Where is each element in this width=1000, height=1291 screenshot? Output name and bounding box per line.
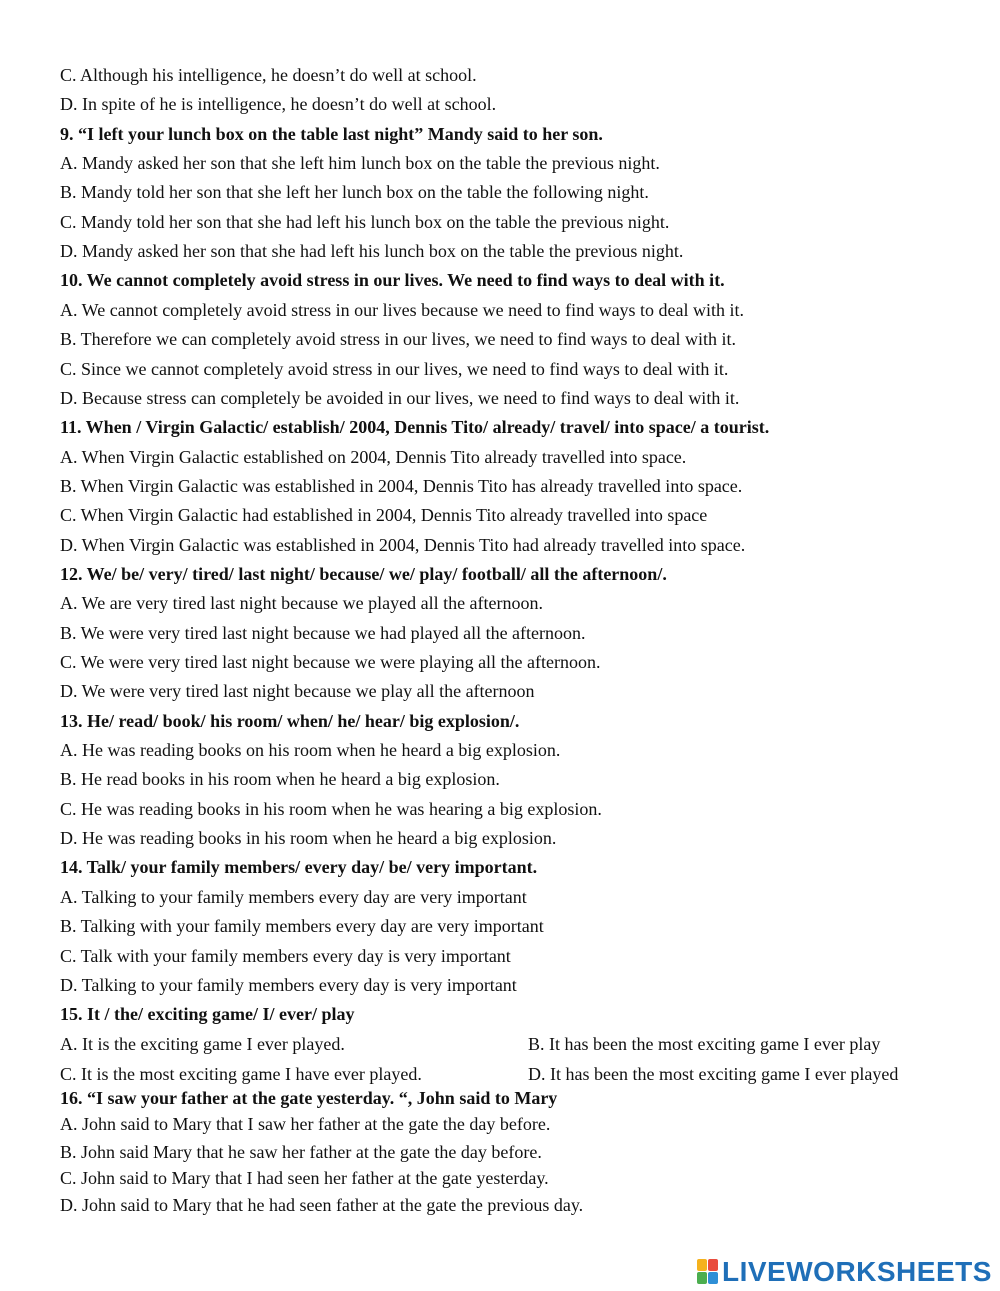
answer-option: A. We are very tired last night because we played all the afternoon. — [60, 593, 544, 613]
liveworksheets-logo-text: LIVEWORKSHEETS — [722, 1256, 992, 1287]
answer-option: C. Talk with your family members every day is very important — [60, 946, 511, 966]
answer-option: D. Talking to your family members every day is very important — [60, 975, 517, 995]
q15-option-b: B. It has been the most exciting game I ever play — [528, 1034, 881, 1054]
answer-option: D. He was reading books in his room when he heard a big explosion. — [60, 828, 557, 848]
answer-option: D. In spite of he is intelligence, he doesn’t do well at school. — [60, 94, 497, 114]
q16-option-b: B. John said Mary that he saw her father at the gate the day before. — [60, 1142, 542, 1162]
answer-option: D. Because stress can completely be avoided in our lives, we need to find ways to deal with it. — [60, 388, 740, 408]
q16-question: 16. “I saw your father at the gate yesterday. “, John said to Mary — [60, 1088, 558, 1108]
answer-option: A. Mandy asked her son that she left him lunch box on the table the previous night. — [60, 153, 660, 173]
answer-option: A. We cannot completely avoid stress in our lives because we need to find ways to deal with it. — [60, 300, 745, 320]
q15-option-d: D. It has been the most exciting game I ever played — [528, 1064, 899, 1084]
answer-option: B. We were very tired last night because we had played all the afternoon. — [60, 623, 586, 643]
question-stem: 10. We cannot completely avoid stress in our lives. We need to find ways to deal with it. — [60, 270, 725, 290]
answer-option: C. Since we cannot completely avoid stress in our lives, we need to find ways to deal with it. — [60, 359, 729, 379]
answer-option: A. He was reading books on his room when he heard a big explosion. — [60, 740, 561, 760]
q16-option-c: C. John said to Mary that I had seen her father at the gate yesterday. — [60, 1168, 549, 1188]
answer-option: B. Talking with your family members every day are very important — [60, 916, 544, 936]
answer-option: B. When Virgin Galactic was established in 2004, Dennis Tito has already travelled into space. — [60, 476, 743, 496]
question-stem: 14. Talk/ your family members/ every day/ be/ very important. — [60, 857, 538, 877]
question-stem: 9. “I left your lunch box on the table last night” Mandy said to her son. — [60, 124, 603, 144]
answer-option: D. Mandy asked her son that she had left his lunch box on the table the previous night. — [60, 241, 684, 261]
answer-option: A. Talking to your family members every day are very important — [60, 887, 527, 907]
answer-option: C. Mandy told her son that she had left his lunch box on the table the previous night. — [60, 212, 670, 232]
question-stem: 15. It / the/ exciting game/ I/ ever/ play — [60, 1004, 355, 1024]
q16-option-a: A. John said to Mary that I saw her father at the gate the day before. — [60, 1114, 551, 1134]
answer-option: A. When Virgin Galactic established on 2004, Dennis Tito already travelled into space. — [60, 447, 687, 467]
question-stem: 11. When / Virgin Galactic/ establish/ 2004, Dennis Tito/ already/ travel/ into space/ a tourist. — [60, 417, 770, 437]
answer-option: D. We were very tired last night because we play all the afternoon — [60, 681, 535, 701]
liveworksheets-logo — [697, 1257, 992, 1287]
answer-option: C. We were very tired last night because we were playing all the afternoon. — [60, 652, 601, 672]
q15-option-c: C. It is the most exciting game I have ever played. — [60, 1064, 422, 1084]
answer-option: D. When Virgin Galactic was established in 2004, Dennis Tito had already travelled into space. — [60, 535, 746, 555]
liveworksheets-logo-icon — [697, 1259, 719, 1285]
q15-option-a: A. It is the exciting game I ever played. — [60, 1034, 345, 1054]
answer-option: C. He was reading books in his room when he was hearing a big explosion. — [60, 799, 602, 819]
answer-option: C. When Virgin Galactic had established in 2004, Dennis Tito already travelled into space — [60, 505, 708, 525]
answer-option: B. He read books in his room when he heard a big explosion. — [60, 769, 500, 789]
answer-option: C. Although his intelligence, he doesn’t do well at school. — [60, 65, 477, 85]
question-stem: 12. We/ be/ very/ tired/ last night/ because/ we/ play/ football/ all the afternoon/. — [60, 564, 667, 584]
answer-option: B. Mandy told her son that she left her lunch box on the table the following night. — [60, 182, 649, 202]
question-stem: 13. He/ read/ book/ his room/ when/ he/ hear/ big explosion/. — [60, 711, 520, 731]
answer-option: B. Therefore we can completely avoid stress in our lives, we need to find ways to deal with it. — [60, 329, 736, 349]
q16-option-d: D. John said to Mary that he had seen father at the gate the previous day. — [60, 1195, 584, 1215]
